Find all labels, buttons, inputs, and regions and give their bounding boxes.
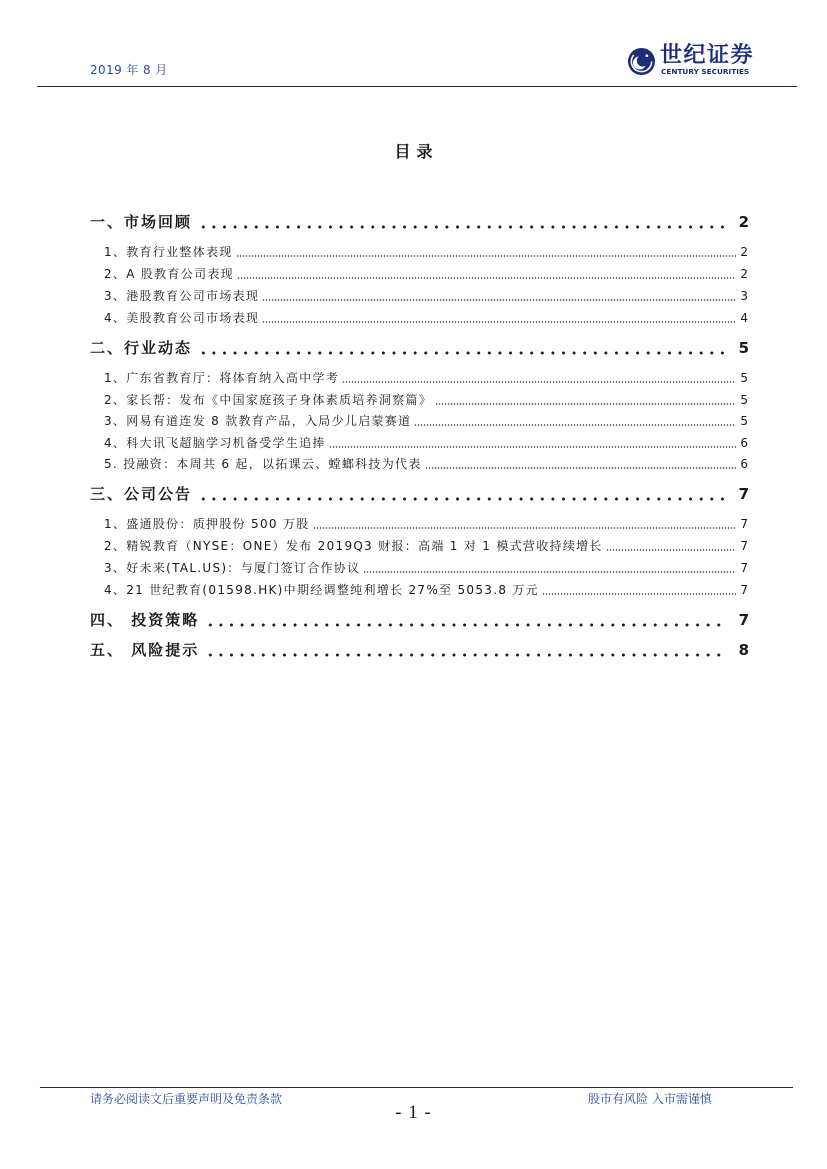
toc-page-number: 5 bbox=[740, 414, 748, 428]
dot-leader bbox=[425, 467, 737, 469]
toc-page-number: 7 bbox=[740, 561, 748, 575]
toc-entry-title: 5. 投融资：本周共 6 起，以拓课云、螳螂科技为代表 bbox=[104, 457, 422, 471]
toc-entry[interactable] bbox=[104, 434, 748, 452]
toc-entry-title: 4、21 世纪教育(01598.HK)中期经调整纯利增长 27%至 5053.8 万元 bbox=[104, 583, 539, 597]
dot-leader bbox=[414, 424, 736, 426]
toc-entry[interactable] bbox=[104, 369, 748, 387]
header-divider bbox=[37, 86, 797, 87]
toc-entry[interactable] bbox=[104, 309, 748, 327]
toc-entry[interactable] bbox=[104, 265, 748, 283]
dot-leader bbox=[542, 593, 736, 595]
toc-section-title: 五、 风险提示 bbox=[90, 641, 200, 659]
dot-leader bbox=[313, 527, 737, 529]
toc-section-investment-strategy[interactable] bbox=[90, 609, 749, 631]
toc-entry-title: 1、盛通股份：质押股份 500 万股 bbox=[104, 517, 310, 531]
footer-disclaimer: 请务必阅读文后重要声明及免责条款 bbox=[90, 1092, 283, 1106]
toc-entry[interactable] bbox=[104, 559, 748, 577]
toc-entry-title: 4、科大讯飞超脑学习机备受学生追捧 bbox=[104, 436, 326, 450]
toc-section-title: 二、行业动态 bbox=[90, 339, 193, 357]
logo-name-cn: 世纪证券 bbox=[660, 43, 755, 68]
toc-entry[interactable] bbox=[104, 391, 748, 409]
toc-page-number: 2 bbox=[740, 267, 748, 281]
dot-leader bbox=[606, 549, 737, 551]
logo-name-en: CENTURY SECURITIES bbox=[661, 67, 750, 76]
dot-leader bbox=[329, 446, 737, 448]
toc-entry[interactable] bbox=[104, 287, 748, 305]
toc-section-risk-warning[interactable] bbox=[90, 639, 749, 661]
dot-leader bbox=[262, 299, 736, 301]
toc-page-number: 2 bbox=[738, 213, 749, 231]
footer-divider bbox=[40, 1087, 793, 1088]
toc-entry-title: 4、美股教育公司市场表现 bbox=[104, 311, 260, 325]
brand-logo bbox=[627, 43, 763, 78]
toc-section-title: 三、公司公告 bbox=[90, 485, 193, 503]
toc-page-number: 6 bbox=[740, 436, 748, 450]
toc-entry[interactable] bbox=[104, 581, 748, 599]
toc-entry-title: 1、广东省教育厅：将体育纳入高中学考 bbox=[104, 371, 340, 385]
toc-entry[interactable] bbox=[104, 515, 748, 533]
page-title: 目录 bbox=[394, 142, 439, 161]
toc-section-title: 四、 投资策略 bbox=[90, 611, 200, 629]
toc-entry[interactable] bbox=[104, 537, 748, 555]
toc-section-title: 一、市场回顾 bbox=[90, 213, 193, 231]
toc-entry-title: 1、教育行业整体表现 bbox=[104, 245, 233, 259]
footer-risk-notice: 股市有风险 入市需谨慎 bbox=[588, 1092, 712, 1106]
dot-leader bbox=[205, 623, 726, 627]
toc-entry-title: 3、港股教育公司市场表现 bbox=[104, 289, 260, 303]
dot-leader bbox=[236, 255, 737, 257]
dot-leader bbox=[435, 403, 736, 405]
toc-page-number: 7 bbox=[740, 517, 748, 531]
toc-entry[interactable] bbox=[104, 412, 748, 430]
dot-leader bbox=[198, 351, 727, 355]
toc-entry[interactable] bbox=[104, 243, 748, 261]
toc-entry-title: 2、精锐教育（NYSE：ONE）发布 2019Q3 财报：高端 1 对 1 模式营收持续增长 bbox=[104, 539, 603, 553]
dot-leader bbox=[198, 497, 727, 501]
toc-entry-title: 2、A 股教育公司表现 bbox=[104, 267, 234, 281]
dot-leader bbox=[198, 225, 727, 229]
toc-page-number: 5 bbox=[740, 371, 748, 385]
toc-page-number: 3 bbox=[740, 289, 748, 303]
toc-section-market-review[interactable] bbox=[90, 211, 749, 233]
toc-page-number: 7 bbox=[738, 611, 749, 629]
dot-leader bbox=[262, 321, 736, 323]
toc-section-company-announcements[interactable] bbox=[90, 483, 749, 505]
toc-page-number: 4 bbox=[740, 311, 748, 325]
dot-leader bbox=[342, 381, 736, 383]
dot-leader bbox=[205, 653, 726, 657]
century-securities-logo-icon bbox=[627, 47, 656, 76]
toc-page-number: 5 bbox=[738, 339, 749, 357]
toc-section-industry-news[interactable] bbox=[90, 337, 749, 359]
toc-page-number: 6 bbox=[740, 457, 748, 471]
dot-leader bbox=[363, 571, 736, 573]
dot-leader bbox=[237, 277, 736, 279]
toc-entry[interactable] bbox=[104, 455, 748, 473]
toc-entry-title: 2、家长帮：发布《中国家庭孩子身体素质培养洞察篇》 bbox=[104, 393, 433, 407]
toc-page-number: 2 bbox=[740, 245, 748, 259]
toc-page-number: 7 bbox=[738, 485, 749, 503]
toc-page-number: 7 bbox=[740, 583, 748, 597]
report-date: 2019 年 8 月 bbox=[90, 63, 168, 77]
toc-entry-title: 3、网易有道连发 8 款教育产品，入局少儿启蒙赛道 bbox=[104, 414, 412, 428]
toc-entry-title: 3、好未来(TAL.US)：与厦门签订合作协议 bbox=[104, 561, 361, 575]
toc-page-number: 7 bbox=[740, 539, 748, 553]
toc-page-number: 5 bbox=[740, 393, 748, 407]
page-number: - 1 - bbox=[395, 1102, 432, 1123]
toc-page-number: 8 bbox=[738, 641, 749, 659]
